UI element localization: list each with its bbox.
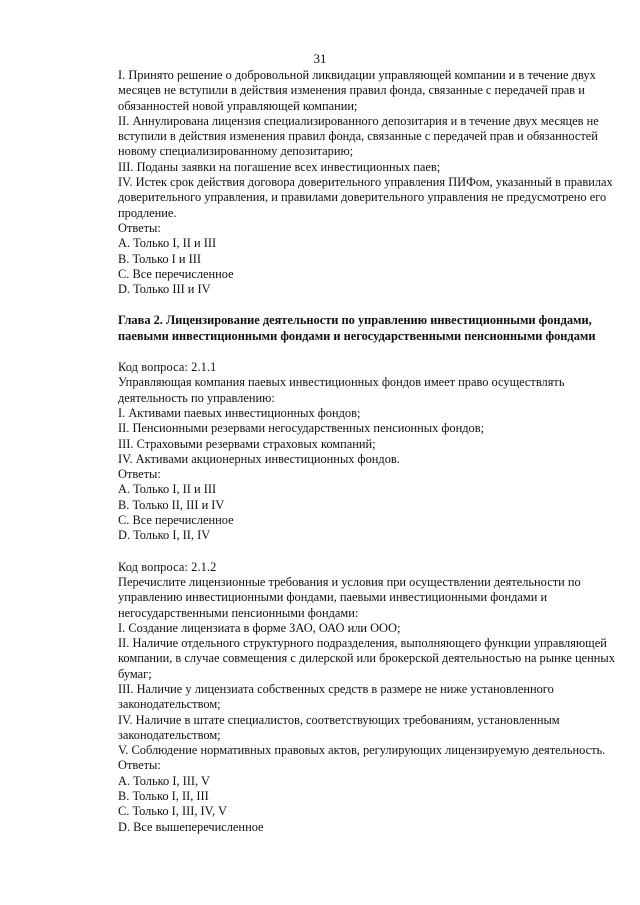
intro-conditions bbox=[118, 68, 623, 221]
answers-label: Ответы: bbox=[118, 467, 161, 482]
answer-option: A. Только I, III, V bbox=[118, 773, 210, 788]
answer-option: A. Только I, II и III bbox=[118, 482, 217, 497]
answer-option: C. Все перечисленное bbox=[118, 513, 234, 528]
question-code: Код вопроса: 2.1.1 bbox=[118, 360, 217, 375]
answer-option: C. Все перечисленное bbox=[118, 266, 234, 281]
question-text: Управляющая компания паевых инвестиционных фондов имеет право осуществлять деятельность по управлению: bbox=[118, 375, 565, 405]
question-item: III. Страховыми резервами страховых компаний; bbox=[118, 436, 376, 451]
question-item: II. Пенсионными резервами негосударственных пенсионных фондов; bbox=[118, 421, 485, 436]
answer-option: B. Только I, II, III bbox=[118, 789, 209, 804]
chapter-heading: Глава 2. Лицензирование деятельности по управлению инвестиционными фондами, паевыми инвестиционными фондами и негосударственными пенсионными фондами bbox=[118, 313, 596, 343]
question-item: III. Наличие у лицензиата собственных средств в размере не ниже установленного законодательством; bbox=[118, 681, 554, 712]
condition-item: II. Аннулирована лицензия специализированного депозитария и в течение двух месяцев не вступили в действия изменения правил фонда, связанные с передачей прав и обязанностей новому специализированному депозитарию; bbox=[118, 113, 599, 159]
question-item: IV. Активами акционерных инвестиционных фондов. bbox=[118, 451, 400, 466]
page-number: 31 bbox=[313, 51, 327, 66]
answers-label: Ответы: bbox=[118, 758, 161, 773]
question-item: I. Создание лицензиата в форме ЗАО, ОАО или ООО; bbox=[118, 620, 401, 635]
question-item: V. Соблюдение нормативных правовых актов, регулирующих лицензируемую деятельность. bbox=[118, 743, 606, 758]
question-item: IV. Наличие в штате специалистов, соответствующих требованиям, установленным законодательством; bbox=[118, 712, 560, 742]
answer-option: C. Только I, III, IV, V bbox=[118, 804, 227, 819]
condition-item: IV. Истек срок действия договора доверительного управления ПИФом, указанный в правилах доверительного управления, и правилами доверительного управления не предусмотрено его продление. bbox=[118, 175, 613, 220]
condition-item: III. Поданы заявки на погашение всех инвестиционных паев; bbox=[118, 159, 441, 174]
answer-option: A. Только I, II и III bbox=[118, 236, 217, 251]
question-2-1-2 bbox=[118, 560, 623, 835]
answer-option: B. Только I и III bbox=[118, 251, 201, 266]
question-item: I. Активами паевых инвестиционных фондов; bbox=[118, 405, 361, 420]
condition-item: I. Принято решение о добровольной ликвидации управляющей компании и в течение двух месяцев не вступили в действия изменения правил фонда, связанные с передачей прав и обязанностей новой управляющей компании; bbox=[118, 68, 596, 113]
question-code: Код вопроса: 2.1.2 bbox=[118, 559, 217, 574]
page-content bbox=[118, 68, 623, 835]
question-2-1-1 bbox=[118, 360, 623, 544]
question-text: Перечислите лицензионные требования и условия при осуществлении деятельности по управлению инвестиционными фондами, паевыми инвестиционными фондами и негосударственными пенсионными фондами: bbox=[118, 574, 581, 620]
answer-option: D. Только III и IV bbox=[118, 282, 211, 297]
answer-option: D. Все вышеперечисленное bbox=[118, 819, 264, 834]
answer-option: D. Только I, II, IV bbox=[118, 528, 211, 543]
answers-label: Ответы: bbox=[118, 220, 161, 235]
intro-answers bbox=[118, 236, 623, 297]
question-item: II. Наличие отдельного структурного подразделения, выполняющего функции управляющей компании, в случае совмещения с дилерской или брокерской деятельностью на рынке ценных бумаг; bbox=[118, 636, 615, 681]
answer-option: B. Только II, III и IV bbox=[118, 497, 225, 512]
